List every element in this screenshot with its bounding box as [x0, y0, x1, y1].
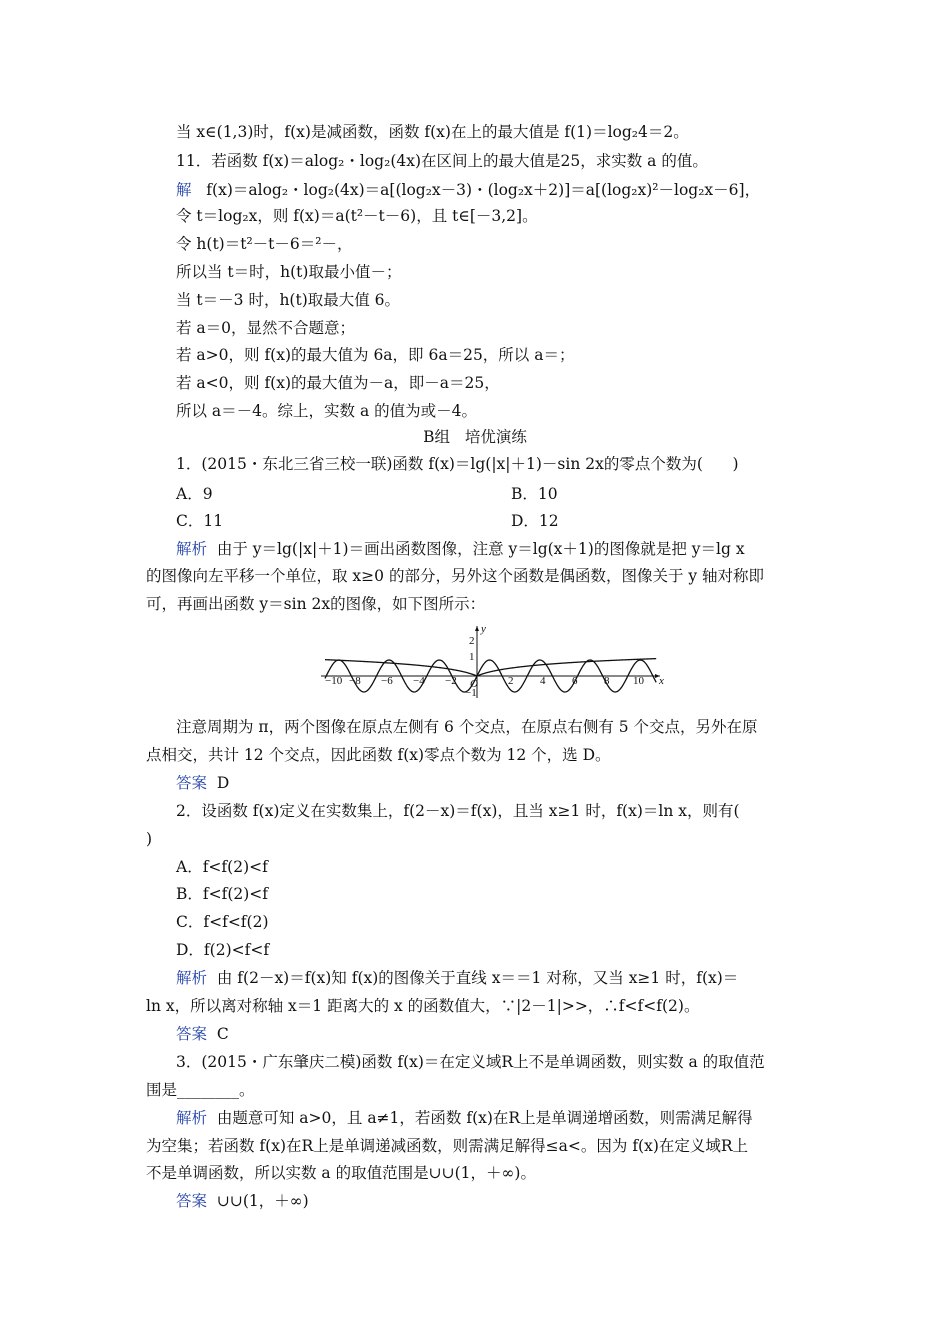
problem-3: 3．(2015・广东肇庆二模)函数 f(x)＝在定义域R上不是单调函数，则实数 a 的取值范 [176, 1053, 765, 1071]
text-line: 可，再画出函数 y＝sin 2x的图像，如下图所示： [146, 595, 486, 613]
answer-label: 答案 [176, 1192, 208, 1210]
text-line: 当 t＝－3 时，h(t)取最大值 6。 [176, 291, 401, 309]
answer-label: 答案 [176, 1025, 208, 1043]
option-a: A．9 [176, 485, 213, 503]
solution-line: 解 f(x)＝alog₂・log₂(4x)＝a[(log₂x－3)・(log₂x＋2)]＝a[(log₂x)²－log₂x－6]， [176, 181, 761, 199]
option-c: C．11 [176, 512, 224, 530]
problem-11: 11．若函数 f(x)＝alog₂・log₂(4x)在区间上的最大值是25，求实数 a 的值。 [176, 152, 708, 170]
option-b: B．f<f(2)<f [176, 885, 269, 903]
text-line: 不是单调函数，所以实数 a 的取值范围是∪∪(1，＋∞)。 [146, 1164, 536, 1182]
x-tick-label: −6 [381, 675, 393, 687]
x-tick-label: −10 [325, 675, 343, 687]
analysis-label: 解析 [176, 1109, 208, 1127]
function-graph [315, 622, 665, 700]
y-tick-label: 1 [469, 651, 475, 663]
text-line: 若 a>0，则 f(x)的最大值为 6a，即 6a＝25，所以 a＝； [176, 346, 575, 364]
x-tick-label: 10 [633, 675, 644, 687]
x-tick-label: −2 [445, 675, 457, 687]
option-d: D．f(2)<f<f [176, 941, 270, 959]
analysis-line: 解析 由 f(2－x)＝f(x)知 f(x)的图像关于直线 x＝＝1 对称，又当 x≥1 时，f(x)＝ [176, 969, 739, 987]
analysis-label: 解析 [176, 540, 208, 558]
x-tick-label: 2 [508, 675, 514, 687]
y-tick-label: 2 [469, 635, 475, 647]
text-line: 为空集；若函数 f(x)在R上是单调递减函数，则需满足解得≤a<。因为 f(x)在定义域R上 [146, 1137, 749, 1155]
option-c: C．f<f<f(2) [176, 913, 269, 931]
y-axis-arrow [475, 626, 479, 631]
text-line: 点相交，共计 12 个交点，因此函数 f(x)零点个数为 12 个，选 D。 [146, 746, 611, 764]
answer-label: 答案 [176, 774, 208, 792]
text-line: 当 x∈(1,3)时，f(x)是减函数，函数 f(x)在上的最大值是 f(1)＝log₂4＝2。 [176, 123, 689, 141]
x-tick-label: 6 [572, 675, 578, 687]
origin-label: O [470, 678, 478, 690]
text-line: 所以 a＝－4。综上，实数 a 的值为或－4。 [176, 402, 477, 420]
y-axis-label: y [481, 623, 486, 635]
problem-1: 1．(2015・东北三省三校一联)函数 f(x)＝lg(|x|＋1)－sin 2x的零点个数为( ) [176, 455, 739, 473]
text-line: 围是________。 [146, 1081, 255, 1099]
y-tick-label: −1 [465, 687, 477, 699]
x-tick-label: 8 [604, 675, 610, 687]
problem-2: 2．设函数 f(x)定义在实数集上，f(2－x)＝f(x)，且当 x≥1 时，f(x)＝ln x，则有( [176, 802, 740, 820]
text-line: ln x，所以离对称轴 x＝1 距离大的 x 的函数值大，∵|2－1|>>，∴f<f<f(2)。 [146, 997, 700, 1015]
x-tick-label: −4 [413, 675, 425, 687]
solution-label: 解 [176, 181, 192, 199]
answer-line: 答案 ∪∪(1，＋∞) [176, 1192, 309, 1210]
text-line: 若 a<0，则 f(x)的最大值为－a，即－a＝25， [176, 374, 500, 392]
answer-line: 答案 D [176, 774, 230, 792]
x-tick-labels [325, 675, 645, 687]
section-heading: B组 培优演练 [423, 428, 527, 446]
analysis-line: 解析 由于 y＝lg(|x|＋1)＝画出函数图像，注意 y＝lg(x＋1)的图像就是把 y＝lg x [176, 540, 745, 558]
answer-line: 答案 C [176, 1025, 229, 1043]
text-line: ) [146, 830, 153, 848]
option-d: D．12 [511, 512, 559, 530]
text-line: 注意周期为 π，两个图像在原点左侧有 6 个交点，在原点右侧有 5 个交点，另外在原 [176, 718, 758, 736]
text-line: 若 a＝0，显然不合题意； [176, 319, 356, 337]
text-line: 令 t＝log₂x，则 f(x)＝a(t²－t－6)，且 t∈[－3,2]。 [176, 207, 538, 225]
analysis-label: 解析 [176, 969, 208, 987]
text-line: 令 h(t)＝t²－t－6＝²－， [176, 235, 353, 253]
option-b: B．10 [511, 485, 558, 503]
option-a: A．f<f(2)<f [176, 858, 268, 876]
x-tick-label: 4 [540, 675, 546, 687]
text-line: 所以当 t＝时，h(t)取最小值－； [176, 263, 402, 281]
lg-curve [325, 659, 656, 676]
x-axis-label: x [659, 675, 664, 687]
text-line: 的图像向左平移一个单位，取 x≥0 的部分，另外这个函数是偶函数，图像关于 y 轴对称即 [146, 567, 765, 585]
analysis-line: 解析 由题意可知 a>0，且 a≠1，若函数 f(x)在R上是单调递增函数，则需满足解得 [176, 1109, 753, 1127]
x-tick-label: −8 [349, 675, 361, 687]
